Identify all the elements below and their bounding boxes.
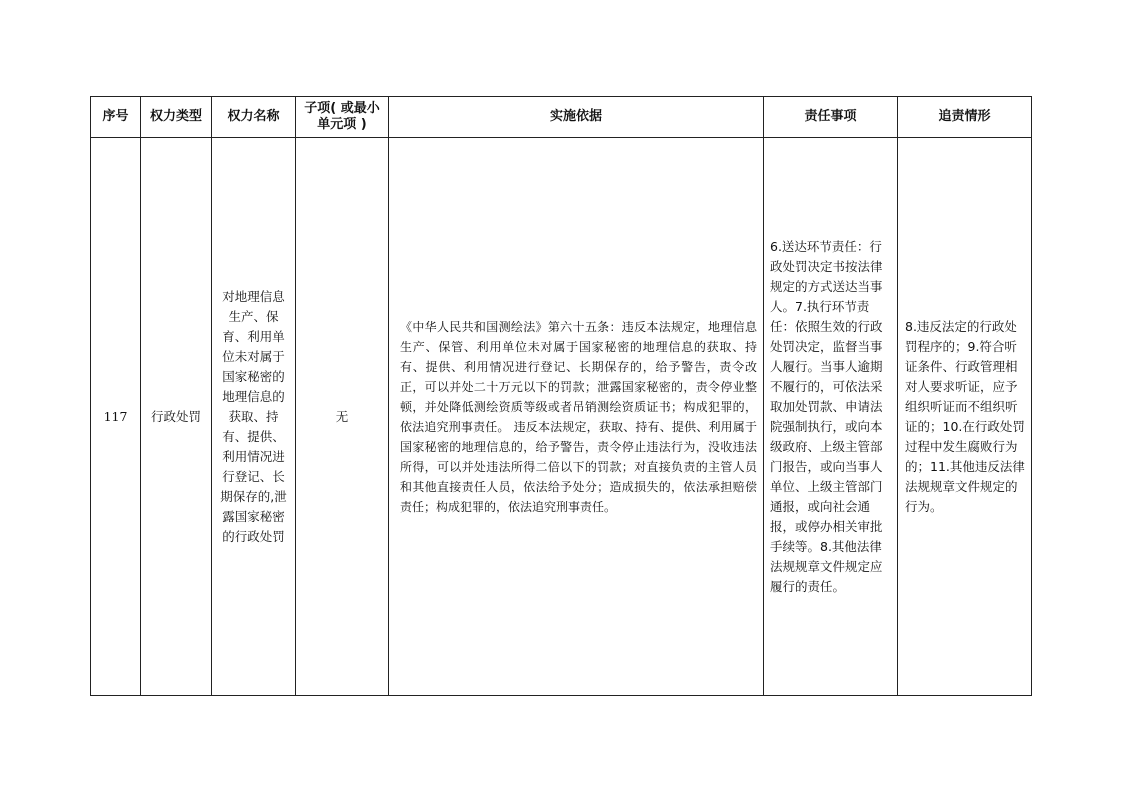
cell-basis [389,138,764,696]
cell-sub-item: 无 [296,138,389,696]
responsibility-text: 6.送达环节责任：行政处罚决定书按法律规定的方式送达当事人。7.执行环节责任：依照生效的行政处罚决定，监督当事人履行。当事人逾期不履行的，可依法采取加处罚款、申请法院强制执行，或向本级政府、上级主管部门报告，或向当事人单位、上级主管部门通报，或向社会通报，或停办相关审批手续等。8.其他法律法规规章文件规定应履行的责任。 [770,238,883,594]
header-sub-item [296,97,389,138]
cell-power-type: 行政处罚 [141,138,212,696]
cell-seq: 117 [91,138,141,696]
header-power-type: 权力类型 [141,97,212,138]
basis-text: 《中华人民共和国测绘法》第六十五条：违反本法规定，地理信息生产、保管、利用单位未对属于国家秘密的地理信息的获取、持有、提供、利用情况进行登记、长期保存的，给予警告，责令改正，可以并处二十万元以下的罚款；泄露国家秘密的，责令停业整顿，并处降低测绘资质等级或者吊销测绘资质证书；构成犯罪的，依法追究刑事责任。 违反本法规定，获取、持有、提供、利用属于国家秘密的地理信息的，给予警告，责令停止违法行为，没收违法所得，可以并处违法所得二倍以下的罚款；对直接负责的主管人员和其他直接责任人员，依法给予处分；造成损失的，依法承担赔偿责任；构成犯罪的，依法追究刑事责任。 [400,319,757,514]
header-sub-item-label: 子项( 或最小单元项 ) [304,101,380,132]
header-seq: 序号 [91,97,141,138]
table-row [91,138,1032,696]
header-basis: 实施依据 [389,97,764,138]
power-name-text: 对地理信息生产、保育、利用单位未对属于国家秘密的地理信息的获取、持有、提供、利用情况进行登记、长期保存的,泄露国家秘密的行政处罚 [220,288,287,544]
cell-accountability [898,138,1032,696]
cell-responsibility [764,138,898,696]
header-responsibility: 责任事项 [764,97,898,138]
header-accountability: 追责情形 [898,97,1032,138]
accountability-text: 8.违反法定的行政处罚程序的；9.符合听证条件、行政管理相对人要求听证，应予组织听证而不组织听证的；10.在行政处罚过程中发生腐败行为的；11.其他违反法律法规规章文件规定的行为。 [905,318,1025,514]
cell-power-name [212,138,296,696]
table-header-row [91,97,1032,138]
power-list-table [90,96,1032,696]
header-power-name: 权力名称 [212,97,296,138]
